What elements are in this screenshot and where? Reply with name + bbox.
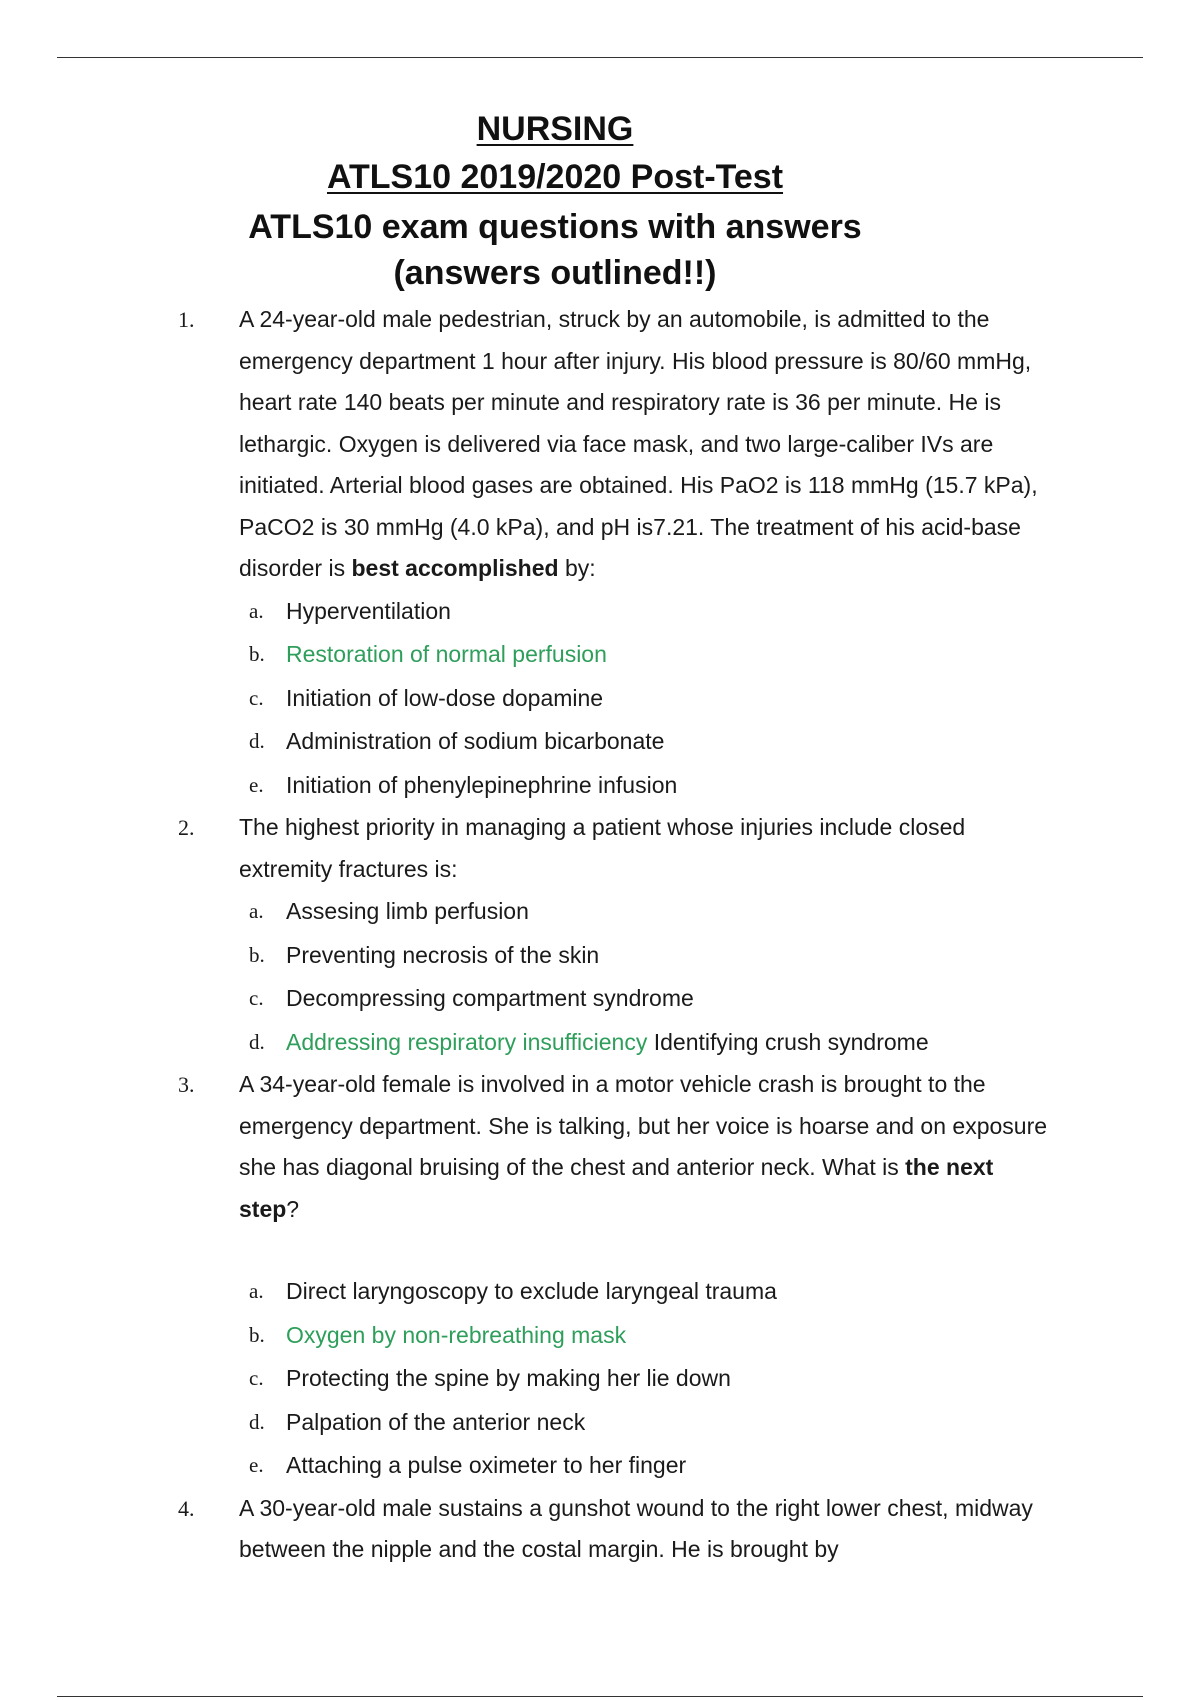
answer-option-correct: b. Oxygen by non-rebreathing mask xyxy=(249,1321,627,1348)
title-nursing: NURSING xyxy=(476,110,634,148)
answer-option: d. Palpation of the anterior neck xyxy=(249,1408,586,1435)
answer-options xyxy=(0,1270,1200,1488)
question-number: 4. xyxy=(178,1495,195,1521)
top-rule xyxy=(57,57,1143,58)
title-exam-questions: ATLS10 exam questions with answers xyxy=(248,208,862,246)
title-post-test: ATLS10 2019/2020 Post-Test xyxy=(326,158,784,196)
answer-option: c. Initiation of low-dose dopamine xyxy=(249,684,604,711)
answer-option: a. Direct laryngoscopy to exclude laryngeal trauma xyxy=(249,1278,777,1304)
question-3 xyxy=(0,1064,1200,1488)
question-number: 2. xyxy=(178,815,195,840)
spacer xyxy=(0,1230,1200,1270)
answer-option: c. Decompressing compartment syndrome xyxy=(249,985,694,1011)
answer-option: b. Preventing necrosis of the skin xyxy=(249,941,600,968)
question-4 xyxy=(0,1488,1200,1571)
question-2 xyxy=(0,807,1200,1064)
answer-option-correct: b. Restoration of normal perfusion xyxy=(249,641,607,667)
question-number: 1. xyxy=(178,307,195,332)
answer-options xyxy=(0,590,1200,808)
answer-options xyxy=(0,890,1200,1064)
question-text: A 34-year-old female is involved in a motor vehicle crash is brought to the emergency department. She is talking, but her voice is hoarse and on exposure she has diagonal bruising of the chest and anterior neck. What is the next step? xyxy=(239,1071,1048,1222)
question-text: The highest priority in managing a patient whose injuries include closed extremity fractures is: xyxy=(239,814,966,882)
question-1 xyxy=(0,299,1200,807)
document-title xyxy=(0,105,1110,295)
title-answers-outlined: (answers outlined!!) xyxy=(393,254,717,292)
answer-option: c. Protecting the spine by making her lie down xyxy=(249,1365,731,1391)
question-text: A 24-year-old male pedestrian, struck by an automobile, is admitted to the emergency department 1 hour after injury. His blood pressure is 80/60 mmHg, heart rate 140 beats per minute and respiratory rate is 36 per minute. He is lethargic. Oxygen is delivered via face mask, and two large-caliber IVs are initiated. Arterial blood gases are obtained. His PaO2 is 118 mmHg (15.7 kPa), PaCO2 is 30 mmHg (4.0 kPa), and pH is7.21. The treatment of his acid-base disorder is best accomplished by: xyxy=(239,306,1038,581)
answer-option: a. Assesing limb perfusion xyxy=(249,898,529,924)
question-list xyxy=(0,299,1200,1571)
answer-option: e. Initiation of phenylepinephrine infusion xyxy=(249,771,678,798)
question-number: 3. xyxy=(178,1072,195,1097)
bottom-rule xyxy=(57,1696,1143,1697)
question-text: A 30-year-old male sustains a gunshot wound to the right lower chest, midway between the nipple and the costal margin. He is brought by xyxy=(239,1494,1033,1562)
answer-option-correct: d. Addressing respiratory insufficiency Identifying crush syndrome xyxy=(249,1028,929,1055)
answer-option: a. Hyperventilation xyxy=(249,597,451,624)
answer-option: e. Attaching a pulse oximeter to her finger xyxy=(249,1452,687,1478)
answer-option: d. Administration of sodium bicarbonate xyxy=(249,728,665,754)
